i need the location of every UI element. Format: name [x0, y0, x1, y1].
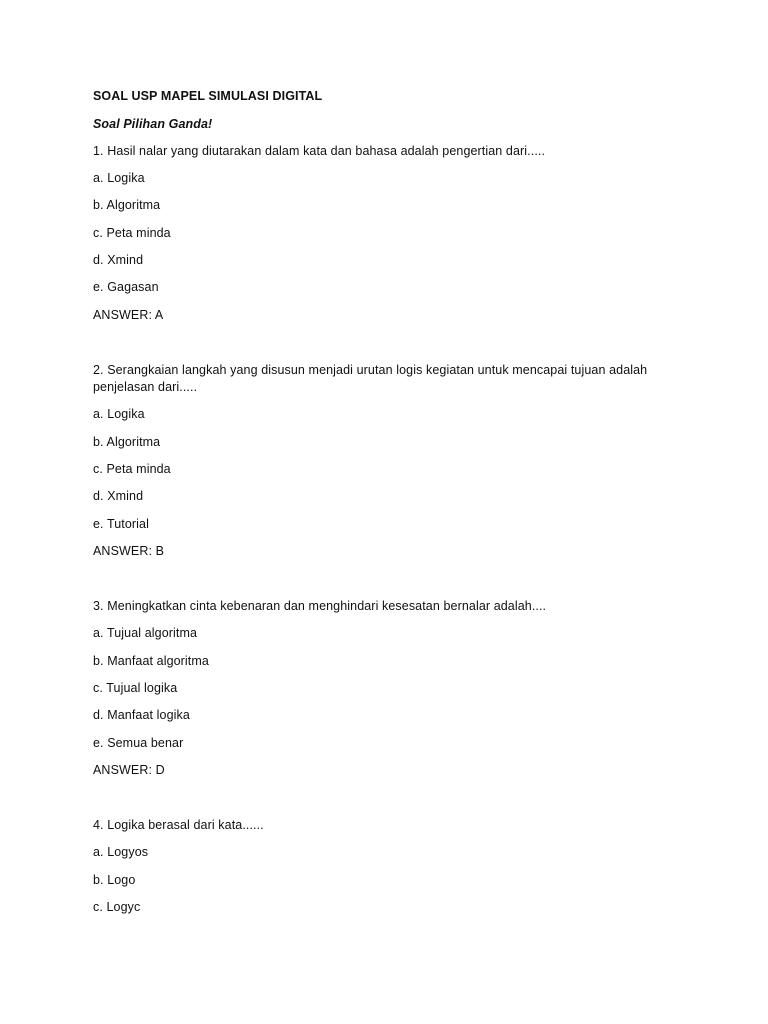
question-1-option-b: b. Algoritma — [93, 198, 161, 212]
question-2-option-d: d. Xmind — [93, 489, 144, 503]
question-4-option-a: a. Logyos — [93, 845, 149, 859]
question-3-answer: ANSWER: D — [93, 763, 165, 777]
question-3-option-d: d. Manfaat logika — [93, 708, 190, 722]
question-2-option-b: b. Algoritma — [93, 435, 161, 449]
question-3-option-e: e. Semua benar — [93, 736, 184, 750]
question-2-option-a: a. Logika — [93, 407, 145, 421]
question-4-text: 4. Logika berasal dari kata...... — [93, 818, 264, 832]
document-title: SOAL USP MAPEL SIMULASI DIGITAL — [93, 89, 323, 103]
question-2-answer: ANSWER: B — [93, 544, 165, 558]
question-1-option-d: d. Xmind — [93, 253, 144, 267]
question-3-option-c: c. Tujual logika — [93, 681, 178, 695]
question-4-option-c: c. Logyc — [93, 900, 141, 914]
question-3-text: 3. Meningkatkan cinta kebenaran dan menghindari kesesatan bernalar adalah.... — [93, 599, 547, 613]
question-1-answer: ANSWER: A — [93, 308, 164, 322]
question-4-option-b: b. Logo — [93, 873, 136, 887]
question-3-option-a: a. Tujual algoritma — [93, 626, 198, 640]
question-2-option-c: c. Peta minda — [93, 462, 171, 476]
question-2-text-line1: 2. Serangkaian langkah yang disusun menjadi urutan logis kegiatan untuk mencapai tujuan adalah — [93, 363, 648, 377]
question-1-text: 1. Hasil nalar yang diutarakan dalam kata dan bahasa adalah pengertian dari..... — [93, 144, 546, 158]
question-2-option-e: e. Tutorial — [93, 517, 149, 531]
question-1-option-c: c. Peta minda — [93, 226, 171, 240]
question-1-option-e: e. Gagasan — [93, 280, 159, 294]
question-3-option-b: b. Manfaat algoritma — [93, 654, 209, 668]
document-subtitle: Soal Pilihan Ganda! — [93, 117, 213, 131]
question-1-option-a: a. Logika — [93, 171, 145, 185]
question-2-text-line2: penjelasan dari..... — [93, 380, 198, 394]
